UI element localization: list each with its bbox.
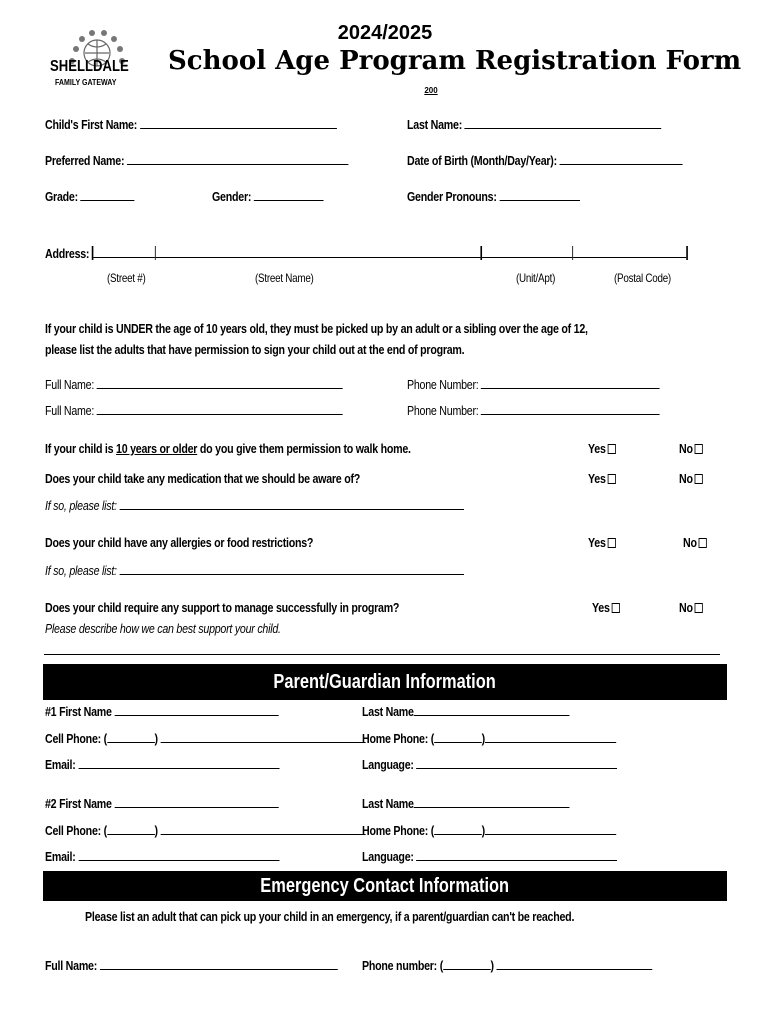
guardian-1-home-label: Home Phone: ( bbox=[362, 731, 435, 746]
dob-line[interactable] bbox=[560, 152, 683, 165]
pickup-adult-1-phone-field[interactable] bbox=[407, 376, 660, 392]
yes-label: Yes bbox=[588, 441, 606, 456]
child-first-name-label: Child's First Name: bbox=[45, 117, 138, 132]
grade-field[interactable] bbox=[45, 188, 135, 204]
allergies-yes[interactable] bbox=[588, 535, 615, 550]
no-label: No bbox=[679, 441, 693, 456]
checkbox-icon[interactable] bbox=[607, 474, 615, 484]
postal-code-line[interactable] bbox=[573, 245, 686, 258]
gender-field[interactable] bbox=[212, 188, 324, 204]
child-first-name-line[interactable] bbox=[140, 116, 337, 129]
allergies-list-line[interactable] bbox=[119, 562, 463, 575]
support-question: Does your child require any support to manage successfully in program? bbox=[45, 600, 400, 615]
support-describe-label: Please describe how we can best support your child. bbox=[45, 621, 281, 636]
pronouns-field[interactable] bbox=[407, 188, 580, 204]
no-label: No bbox=[683, 535, 697, 550]
guardian-2-last-name-field[interactable] bbox=[362, 795, 570, 811]
emergency-section-title: Emergency Contact Information bbox=[260, 875, 510, 897]
checkbox-icon[interactable] bbox=[698, 538, 706, 548]
child-last-name-label: Last Name: bbox=[407, 117, 463, 132]
guardian-1-cell-label: Cell Phone: ( bbox=[45, 731, 107, 746]
pickup-phone-label: Phone Number: bbox=[407, 403, 479, 418]
unit-line[interactable] bbox=[482, 245, 572, 258]
guardian-1-cell-area-line[interactable] bbox=[107, 730, 155, 743]
emergency-full-name-label: Full Name: bbox=[45, 958, 98, 973]
checkbox-icon[interactable] bbox=[611, 603, 619, 613]
guardian-1-cell-line[interactable] bbox=[161, 730, 366, 743]
allergies-question: Does your child have any allergies or food restrictions? bbox=[45, 535, 314, 550]
guardian-2-cell-field[interactable]: Cell Phone: ( ) bbox=[45, 822, 366, 838]
form-code: 200 bbox=[424, 86, 438, 95]
guardian-2-first-name-field[interactable] bbox=[45, 795, 278, 811]
grade-label: Grade: bbox=[45, 189, 78, 204]
pickup-phone-label: Phone Number: bbox=[407, 377, 479, 392]
medication-no[interactable] bbox=[679, 471, 703, 486]
medication-question: Does your child take any medication that we should be aware of? bbox=[45, 471, 361, 486]
guardian-2-first-name-line[interactable] bbox=[114, 795, 278, 808]
walk-home-text-pre: If your child is bbox=[45, 441, 117, 456]
guardian-2-home-field[interactable]: Home Phone: ( ) bbox=[362, 822, 616, 838]
guardian-1-last-name-line[interactable] bbox=[414, 703, 570, 716]
form-year: 2024/2025 bbox=[337, 22, 433, 44]
support-no[interactable] bbox=[679, 600, 703, 615]
guardian-1-email-field[interactable] bbox=[45, 756, 279, 772]
support-describe-line[interactable] bbox=[44, 654, 720, 655]
street-number-caption: (Street #) bbox=[107, 271, 146, 285]
support-yes[interactable] bbox=[592, 600, 619, 615]
guardian-2-language-field[interactable] bbox=[362, 848, 617, 864]
logo-wordmark: SHELLDALE bbox=[50, 58, 129, 75]
medication-list-field[interactable] bbox=[45, 497, 464, 513]
guardian-1-email-line[interactable] bbox=[78, 756, 279, 769]
medication-list-label: If so, please list: bbox=[45, 498, 117, 513]
guardian-1-last-name-label: Last Name bbox=[362, 704, 414, 719]
guardian-2-home-label: Home Phone: ( bbox=[362, 823, 435, 838]
emergency-full-name-line[interactable] bbox=[100, 957, 338, 970]
address-field[interactable] bbox=[45, 245, 688, 261]
pickup-adult-1-name-field[interactable] bbox=[45, 376, 343, 392]
medication-yes[interactable] bbox=[588, 471, 615, 486]
pronouns-line[interactable] bbox=[499, 188, 579, 201]
guardian-section-title: Parent/Guardian Information bbox=[273, 671, 497, 693]
walk-home-text-age: 10 years or older bbox=[116, 441, 198, 456]
guardian-2-email-field[interactable] bbox=[45, 848, 279, 864]
pickup-adult-2-name-line[interactable] bbox=[97, 402, 343, 415]
guardian-1-last-name-field[interactable] bbox=[362, 703, 570, 719]
preferred-name-line[interactable] bbox=[127, 152, 348, 165]
allergies-list-label: If so, please list: bbox=[45, 563, 117, 578]
walk-home-text-post: do you give them permission to walk home. bbox=[197, 441, 411, 456]
street-name-line[interactable] bbox=[156, 245, 481, 258]
guardian-2-home-line[interactable] bbox=[485, 822, 616, 835]
postal-code-caption: (Postal Code) bbox=[614, 271, 671, 285]
emergency-phone-field[interactable]: Phone number: ( ) bbox=[362, 957, 652, 973]
street-name-caption: (Street Name) bbox=[255, 271, 314, 285]
street-number-line[interactable] bbox=[93, 245, 154, 258]
address-label: Address: bbox=[45, 246, 90, 261]
checkbox-icon[interactable] bbox=[694, 444, 702, 454]
guardian-1-first-name-line[interactable] bbox=[114, 703, 278, 716]
emergency-phone-label: Phone number: ( bbox=[362, 958, 444, 973]
guardian-2-last-name-label: Last Name bbox=[362, 796, 414, 811]
yes-label: Yes bbox=[588, 535, 606, 550]
guardian-2-language-line[interactable] bbox=[416, 848, 617, 861]
page-title: School Age Program Registration Form bbox=[168, 46, 742, 76]
pickup-adult-1-phone-line[interactable] bbox=[481, 376, 660, 389]
guardian-2-email-line[interactable] bbox=[78, 848, 279, 861]
emergency-instruction: Please list an adult that can pick up your child in an emergency, if a parent/guardian can't be reached. bbox=[85, 909, 575, 924]
dob-field[interactable] bbox=[407, 152, 683, 168]
preferred-name-label: Preferred Name: bbox=[45, 153, 125, 168]
yes-label: Yes bbox=[592, 600, 610, 615]
guardian-1-home-field[interactable]: Home Phone: ( ) bbox=[362, 730, 616, 746]
pronouns-label: Gender Pronouns: bbox=[407, 189, 497, 204]
guardian-1-first-name-label: #1 First Name bbox=[45, 704, 112, 719]
guardian-1-language-field[interactable] bbox=[362, 756, 617, 772]
checkbox-icon[interactable] bbox=[694, 474, 702, 484]
checkbox-icon[interactable] bbox=[694, 603, 702, 613]
pickup-adult-2-name-field[interactable] bbox=[45, 402, 343, 418]
guardian-2-cell-label: Cell Phone: ( bbox=[45, 823, 107, 838]
emergency-full-name-field[interactable] bbox=[45, 957, 338, 973]
no-label: No bbox=[679, 600, 693, 615]
guardian-1-cell-field[interactable]: Cell Phone: ( ) bbox=[45, 730, 366, 746]
guardian-2-email-label: Email: bbox=[45, 849, 76, 864]
preferred-name-field[interactable] bbox=[45, 152, 348, 168]
checkbox-icon[interactable] bbox=[607, 444, 615, 454]
pickup-full-name-label: Full Name: bbox=[45, 377, 95, 392]
guardian-2-last-name-line[interactable] bbox=[414, 795, 570, 808]
dob-label: Date of Birth (Month/Day/Year): bbox=[407, 153, 557, 168]
unit-caption: (Unit/Apt) bbox=[516, 271, 556, 285]
pickup-full-name-label: Full Name: bbox=[45, 403, 95, 418]
logo-subtitle: FAMILY GATEWAY bbox=[55, 78, 117, 87]
guardian-2-home-area-line[interactable] bbox=[434, 822, 482, 835]
pickup-adult-2-phone-field[interactable] bbox=[407, 402, 660, 418]
emergency-phone-area-line[interactable] bbox=[443, 957, 491, 970]
guardian-2-cell-area-line[interactable] bbox=[107, 822, 155, 835]
yes-label: Yes bbox=[588, 471, 606, 486]
walk-home-question bbox=[45, 441, 411, 456]
pickup-notice-line-1: If your child is UNDER the age of 10 years old, they must be picked up by an adult or a sibling over the age of 12, bbox=[45, 321, 588, 336]
guardian-1-language-line[interactable] bbox=[416, 756, 617, 769]
pickup-adult-2-phone-line[interactable] bbox=[481, 402, 660, 415]
guardian-2-first-name-label: #2 First Name bbox=[45, 796, 112, 811]
allergies-no[interactable] bbox=[683, 535, 707, 550]
emergency-phone-line[interactable] bbox=[497, 957, 653, 970]
pickup-adult-1-name-line[interactable] bbox=[97, 376, 343, 389]
child-last-name-field[interactable] bbox=[407, 116, 662, 132]
guardian-2-cell-line[interactable] bbox=[161, 822, 366, 835]
grade-line[interactable] bbox=[81, 188, 135, 201]
guardian-1-home-area-line[interactable] bbox=[434, 730, 482, 743]
child-first-name-field[interactable] bbox=[45, 116, 337, 132]
guardian-1-email-label: Email: bbox=[45, 757, 76, 772]
medication-list-line[interactable] bbox=[119, 497, 463, 510]
walk-home-no[interactable] bbox=[679, 441, 703, 456]
gender-line[interactable] bbox=[254, 188, 324, 201]
guardian-section-header bbox=[43, 664, 727, 700]
gender-label: Gender: bbox=[212, 189, 252, 204]
walk-home-yes[interactable] bbox=[588, 441, 615, 456]
guardian-2-language-label: Language: bbox=[362, 849, 414, 864]
checkbox-icon[interactable] bbox=[607, 538, 615, 548]
allergies-list-field[interactable] bbox=[45, 562, 464, 578]
emergency-section-header bbox=[43, 871, 727, 901]
guardian-1-first-name-field[interactable] bbox=[45, 703, 278, 719]
guardian-1-language-label: Language: bbox=[362, 757, 414, 772]
pickup-notice-line-2: please list the adults that have permission to sign your child out at the end of program. bbox=[45, 342, 465, 357]
guardian-1-home-line[interactable] bbox=[485, 730, 616, 743]
child-last-name-line[interactable] bbox=[465, 116, 662, 129]
no-label: No bbox=[679, 471, 693, 486]
